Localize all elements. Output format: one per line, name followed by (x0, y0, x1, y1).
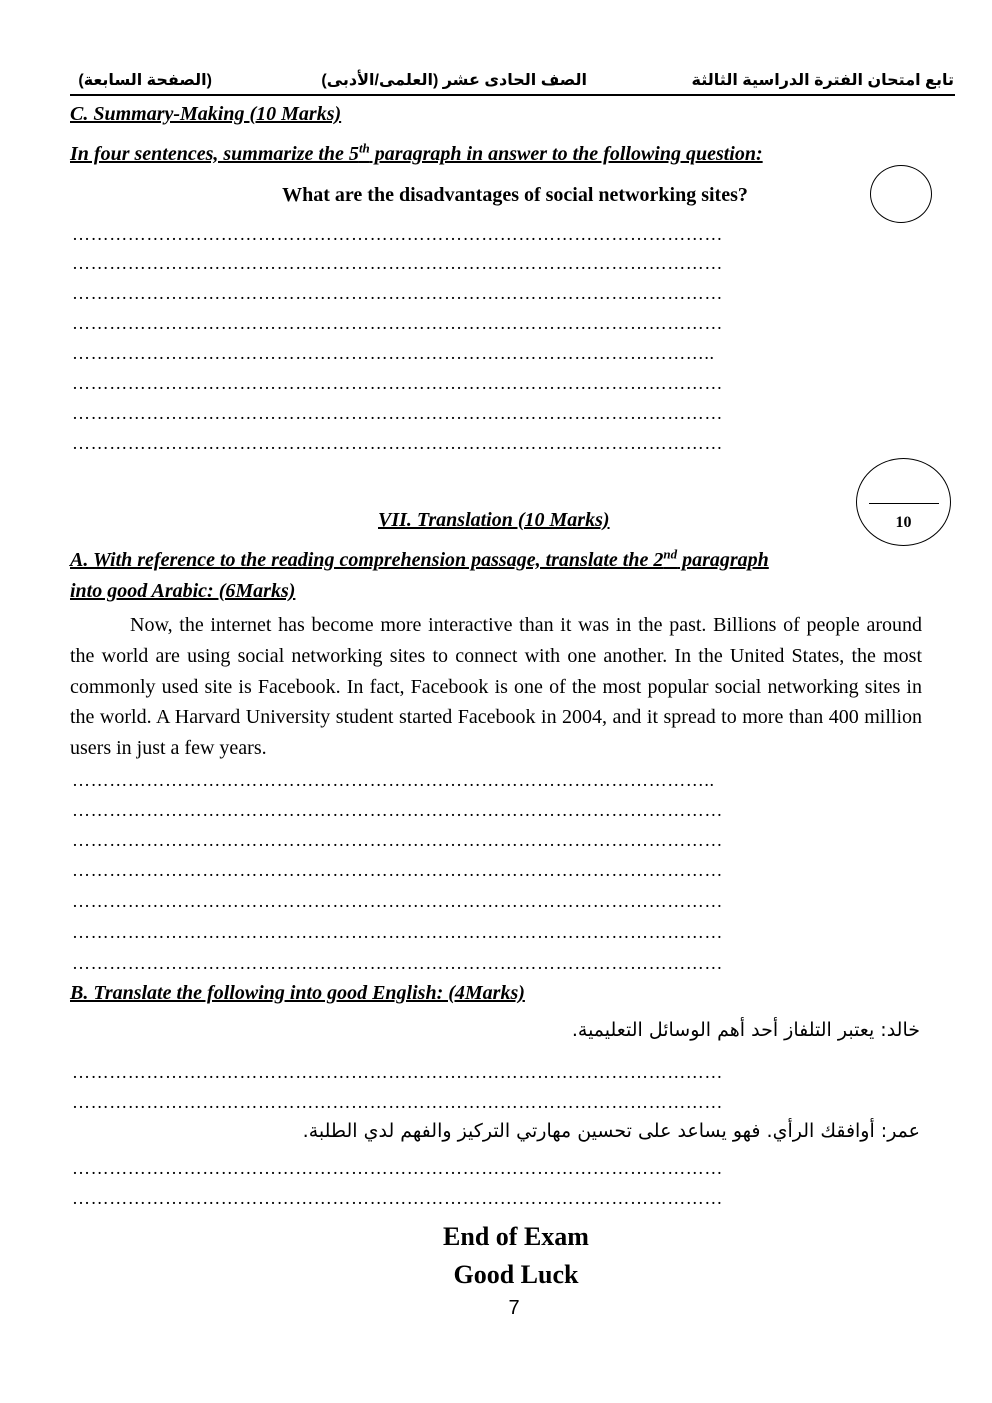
answer-line: …………………………………………………………………………………………… (72, 1158, 723, 1178)
mark-circle-c (870, 165, 932, 223)
answer-line: …………………………………………………………………………………………… (72, 830, 723, 850)
answer-line: …………………………………………………………………………………………… (72, 1188, 723, 1208)
answer-line: ………………………………………………………………………………………….. (72, 770, 715, 790)
answer-line: …………………………………………………………………………………………… (72, 313, 723, 333)
answer-line: …………………………………………………………………………………………… (72, 1092, 723, 1112)
reading-passage: Now, the internet has become more interactive than it was in the past. Billions of people around the world are using social networking sites to connect with one another. In the United States, the most commonly used site is Facebook. In fact, Facebook is one of the most popular social networking sites in the world. A Harvard University student started Facebook in 2004, and it spread to more than 400 million users in just a few years. (70, 614, 922, 760)
answer-line: …………………………………………………………………………………………… (72, 922, 723, 942)
good-luck: Good Luck (453, 1260, 579, 1289)
score-total: 10 (895, 514, 912, 531)
header-grade: الصف الحادى عشر (العلمى/الأدبى) (321, 72, 587, 89)
section-b-instruction: B. Translate the following into good English: (4Marks) (70, 982, 525, 1004)
header-page-label: (الصفحة السابعة) (78, 72, 212, 89)
answer-line: ………………………………………………………………………………………….. (72, 343, 715, 363)
arabic-sentence-1: خالد: يعتبر التلفاز أحد أهم الوسائل التعليمية. (571, 1019, 920, 1041)
section-vii-title: VII. Translation (10 Marks) (378, 509, 610, 531)
section-c-instruction: In four sentences, summarize the 5th paragraph in answer to the following question: (70, 140, 763, 165)
answer-line: …………………………………………………………………………………………… (72, 800, 723, 820)
section-a-instruction: A. With reference to the reading comprehension passage, translate the 2nd paragraph (70, 546, 769, 571)
answer-line: …………………………………………………………………………………………… (72, 860, 723, 880)
answer-line: …………………………………………………………………………………………… (72, 373, 723, 393)
score-fraction-line (869, 503, 939, 504)
section-c-question: What are the disadvantages of social networking sites? (282, 184, 748, 206)
end-of-exam: End of Exam (443, 1222, 589, 1251)
section-a-instruction-line2: into good Arabic: (6Marks) (70, 580, 296, 602)
answer-line: …………………………………………………………………………………………… (72, 953, 723, 973)
score-circle (856, 458, 951, 546)
answer-line: …………………………………………………………………………………………… (72, 891, 723, 911)
arabic-sentence-2: عمر: أوافقك الرأي. فهو يساعد على تحسين مهارتي التركيز والفهم لدي الطلبة. (302, 1120, 920, 1142)
header-rule (70, 94, 955, 96)
header-exam-title: تابع امتحان الفترة الدراسية الثالثة (691, 72, 954, 89)
answer-line: …………………………………………………………………………………………… (72, 283, 723, 303)
answer-line: …………………………………………………………………………………………… (72, 1062, 723, 1082)
answer-line: …………………………………………………………………………………………… (72, 403, 723, 423)
page-number: 7 (508, 1297, 520, 1319)
answer-line: …………………………………………………………………………………………… (72, 224, 723, 244)
section-c-title: C. Summary-Making (10 Marks) (70, 103, 342, 125)
answer-line: …………………………………………………………………………………………… (72, 253, 723, 273)
answer-line: …………………………………………………………………………………………… (72, 433, 723, 453)
